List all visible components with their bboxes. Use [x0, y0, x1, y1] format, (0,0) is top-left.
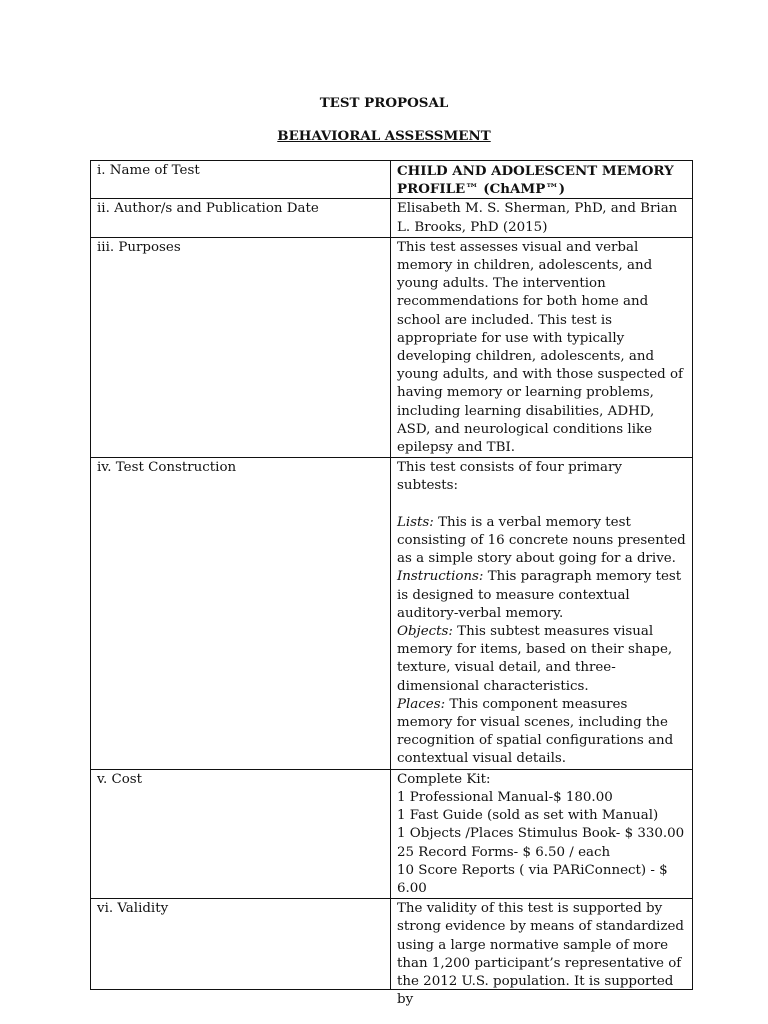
cost-line: 25 Record Forms- $ 6.50 / each — [397, 844, 611, 860]
row-label: ii. Author/s and Publication Date — [91, 199, 391, 237]
purposes-value: This test assesses visual and verbal memory in children, adolescents, and young adults. The intervention recommendations for both home and school are included. This test is appropriate for use with typically developing children, adolescents, and young adults, and with those suspected of having memory or learning problems, including learning disabilities, ADHD, ASD, and neurological conditions like epilepsy and TBI. — [391, 237, 693, 457]
cost-value — [391, 769, 693, 898]
table-row — [91, 899, 693, 990]
subtest-name: Instructions: — [397, 569, 484, 585]
subtest-text: This paragraph memory test is designed to measure contextual auditory-verbal memory. — [397, 569, 682, 621]
subtest-name: Lists: — [397, 514, 434, 530]
subtest-text: This is a verbal memory test consisting of 16 concrete nouns presented as a simple story about going for a drive. — [397, 514, 686, 567]
row-label: v. Cost — [91, 769, 391, 898]
cost-line: 10 Score Reports ( via PARiConnect) - $ 6.00 — [397, 862, 668, 896]
table-row — [91, 199, 693, 237]
table-row — [91, 458, 693, 769]
cost-line: 1 Objects /Places Stimulus Book- $ 330.00 — [397, 826, 685, 842]
cost-line: Complete Kit: — [397, 771, 491, 787]
validity-value — [391, 899, 693, 1008]
proposal-table — [90, 160, 693, 1008]
subtest-objects — [397, 623, 686, 696]
authors-value: Elisabeth M. S. Sherman, PhD, and Brian L. Brooks, PhD (2015) — [391, 199, 693, 237]
subtest-places — [397, 696, 686, 769]
construction-intro: This test consists of four primary subtests: — [397, 460, 622, 494]
row-label: i. Name of Test — [91, 161, 391, 199]
cost-line: 1 Fast Guide (sold as set with Manual) — [397, 808, 659, 824]
row-label: iv. Test Construction — [91, 458, 391, 769]
subtest-lists — [397, 514, 686, 569]
table-row — [91, 161, 693, 199]
subtest-name: Objects: — [397, 624, 453, 640]
document-title: TEST PROPOSAL — [319, 95, 449, 111]
subtest-instructions — [397, 568, 686, 623]
subtest-name: Places: — [397, 696, 446, 712]
row-label: iii. Purposes — [91, 237, 391, 457]
document-subtitle: BEHAVIORAL ASSESSMENT — [277, 128, 491, 144]
validity-text: The validity of this test is supported by strong evidence by means of standardized using a large normative sample of more than 1,200 participant’s representative of the 2012 U.S. population. It is supported by — [397, 901, 684, 1008]
row-label: vi. Validity — [91, 899, 391, 990]
table-row — [91, 237, 693, 457]
construction-value — [391, 458, 693, 769]
table-row — [91, 769, 693, 898]
cost-line: 1 Professional Manual-$ 180.00 — [397, 789, 613, 805]
test-name: CHILD AND ADOLESCENT MEMORY PROFILE™ (ChAMP™) — [391, 161, 693, 199]
subtest-text: This component measures memory for visual scenes, including the recognition of spatial configurations and contextual visual details. — [397, 696, 674, 767]
subtest-text: This subtest measures visual memory for items, based on their shape, texture, visual detail, and three-dimensional characteristics. — [397, 624, 673, 694]
